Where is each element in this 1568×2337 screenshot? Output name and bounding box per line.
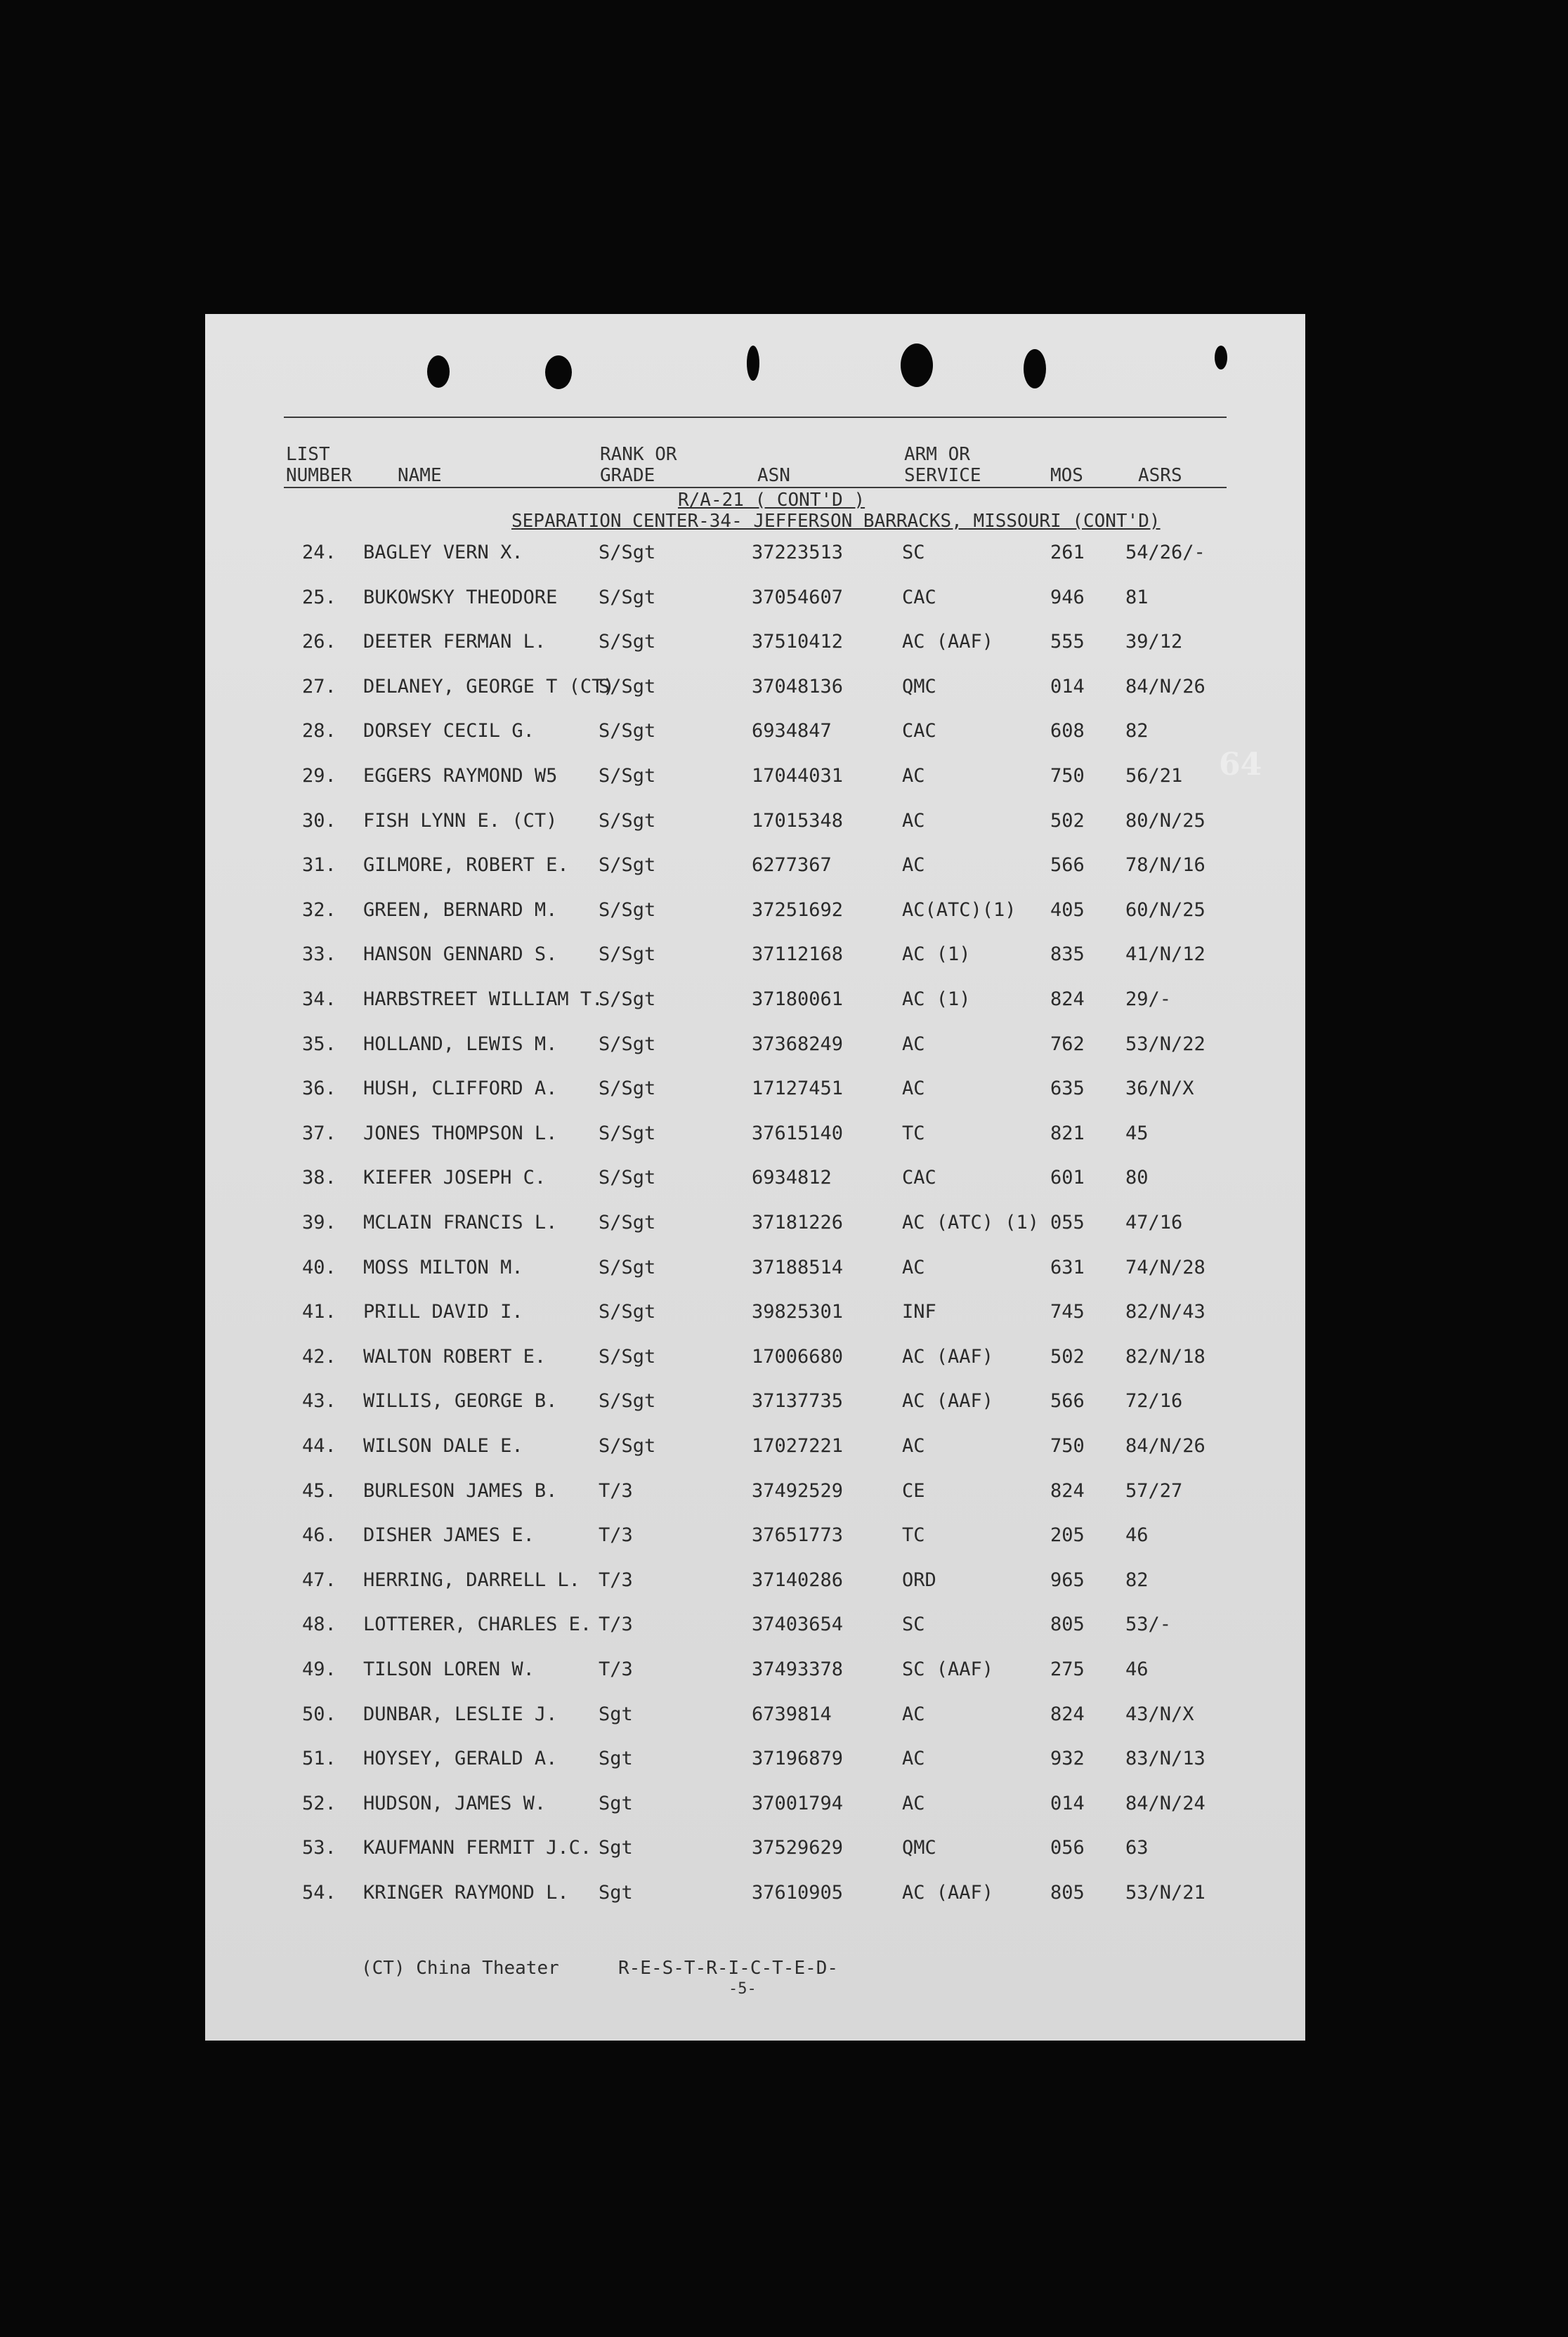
cell-asrs: 60/N/25 — [1125, 898, 1206, 921]
cell-asn: 37140286 — [752, 1569, 844, 1591]
cell-asn: 37181226 — [752, 1212, 844, 1233]
cell-num: 43. — [302, 1390, 337, 1413]
cell-asrs: 83/N/13 — [1125, 1748, 1206, 1770]
cell-arm: AC — [902, 1435, 925, 1457]
cell-name: HOLLAND, LEWIS M. — [363, 1033, 558, 1055]
table-row — [205, 584, 1305, 612]
table-row — [205, 539, 1305, 567]
table-row — [205, 1656, 1305, 1684]
cell-arm: CAC — [902, 586, 936, 608]
cell-asrs: 63 — [1125, 1837, 1149, 1859]
title-line-1: R/A-21 ( CONT'D ) — [678, 490, 865, 511]
cell-mos: 750 — [1050, 765, 1085, 787]
cell-mos: 805 — [1050, 1882, 1085, 1904]
table-row — [205, 1209, 1305, 1237]
cell-asn: 6739814 — [752, 1703, 832, 1725]
cell-mos: 205 — [1050, 1524, 1085, 1547]
cell-asrs: 84/N/26 — [1125, 1435, 1206, 1457]
cell-asrs: 41/N/12 — [1125, 943, 1206, 966]
cell-arm: SC (AAF) — [902, 1658, 994, 1680]
cell-asn: 37610905 — [752, 1882, 844, 1904]
cell-arm: AC — [902, 809, 925, 832]
table-row — [205, 1566, 1305, 1595]
cell-asn: 37054607 — [752, 586, 844, 608]
cell-num: 36. — [302, 1078, 337, 1100]
cell-mos: 631 — [1050, 1256, 1085, 1278]
cell-name: HARBSTREET WILLIAM T. — [363, 988, 603, 1010]
cell-num: 35. — [302, 1033, 337, 1055]
cell-num: 37. — [302, 1122, 337, 1144]
cell-num: 38. — [302, 1167, 337, 1189]
cell-name: HANSON GENNARD S. — [363, 943, 558, 966]
table-row — [205, 1745, 1305, 1773]
cell-rank: S/Sgt — [599, 1122, 656, 1144]
cell-mos: 055 — [1050, 1212, 1085, 1233]
cell-num: 32. — [302, 898, 337, 921]
cell-rank: Sgt — [599, 1792, 633, 1814]
cell-rank: S/Sgt — [599, 765, 656, 787]
cell-asrs: 74/N/28 — [1125, 1256, 1206, 1278]
footer-note: (CT) China Theater — [361, 1958, 559, 1979]
cell-asrs: 80/N/25 — [1125, 809, 1206, 832]
cell-name: MCLAIN FRANCIS L. — [363, 1212, 558, 1233]
cell-rank: S/Sgt — [599, 1078, 656, 1100]
cell-asrs: 53/N/22 — [1125, 1033, 1206, 1055]
cell-arm: AC — [902, 1256, 925, 1278]
cell-mos: 502 — [1050, 1345, 1085, 1368]
cell-asrs: 47/16 — [1125, 1212, 1183, 1233]
cell-asrs: 46 — [1125, 1524, 1149, 1547]
cell-asrs: 72/16 — [1125, 1390, 1183, 1413]
cell-asn: 37492529 — [752, 1479, 844, 1502]
cell-name: DORSEY CECIL G. — [363, 720, 535, 742]
cell-name: JONES THOMPSON L. — [363, 1122, 558, 1144]
cell-rank: S/Sgt — [599, 1301, 656, 1323]
punch-hole — [901, 343, 933, 387]
cell-asn: 37001794 — [752, 1792, 844, 1814]
cell-num: 52. — [302, 1792, 337, 1814]
page-number: 64 — [1219, 747, 1262, 783]
cell-asn: 37529629 — [752, 1837, 844, 1859]
cell-arm: AC (AAF) — [902, 1390, 994, 1413]
table-row — [205, 851, 1305, 879]
cell-rank: S/Sgt — [599, 720, 656, 742]
cell-num: 46. — [302, 1524, 337, 1547]
cell-arm: AC — [902, 765, 925, 787]
cell-name: KRINGER RAYMOND L. — [363, 1882, 569, 1904]
cell-arm: AC — [902, 1703, 925, 1725]
cell-num: 25. — [302, 586, 337, 608]
table-row — [205, 1790, 1305, 1818]
cell-rank: S/Sgt — [599, 943, 656, 966]
cell-mos: 014 — [1050, 1792, 1085, 1814]
table-row — [205, 1120, 1305, 1148]
cell-asrs: 54/26/- — [1125, 542, 1206, 563]
cell-asrs: 82 — [1125, 1569, 1149, 1591]
header-mos: MOS — [1050, 465, 1083, 486]
cell-rank: S/Sgt — [599, 1033, 656, 1055]
cell-name: KAUFMANN FERMIT J.C. — [363, 1837, 592, 1859]
cell-asrs: 53/- — [1125, 1613, 1172, 1636]
cell-mos: 805 — [1050, 1613, 1085, 1636]
table-row — [205, 1387, 1305, 1415]
cell-num: 49. — [302, 1658, 337, 1680]
cell-name: BUKOWSKY THEODORE — [363, 586, 558, 608]
table-row — [205, 1164, 1305, 1192]
cell-mos: 566 — [1050, 854, 1085, 877]
cell-rank: Sgt — [599, 1703, 633, 1725]
cell-num: 50. — [302, 1703, 337, 1725]
cell-rank: S/Sgt — [599, 898, 656, 921]
header-asrs: ASRS — [1138, 465, 1182, 486]
cell-mos: 745 — [1050, 1301, 1085, 1323]
cell-arm: AC — [902, 1033, 925, 1055]
cell-asrs: 53/N/21 — [1125, 1882, 1206, 1904]
cell-name: KIEFER JOSEPH C. — [363, 1167, 547, 1189]
cell-rank: T/3 — [599, 1613, 633, 1636]
document-page — [205, 314, 1305, 2041]
cell-name: FISH LYNN E. (CT) — [363, 809, 558, 832]
table-row — [205, 896, 1305, 924]
cell-asn: 37137735 — [752, 1390, 844, 1413]
cell-mos: 014 — [1050, 675, 1085, 698]
cell-name: WILLIS, GEORGE B. — [363, 1390, 558, 1413]
cell-mos: 405 — [1050, 898, 1085, 921]
cell-name: GREEN, BERNARD M. — [363, 898, 558, 921]
cell-rank: S/Sgt — [599, 1212, 656, 1233]
cell-rank: Sgt — [599, 1748, 633, 1770]
cell-num: 40. — [302, 1256, 337, 1278]
cell-asn: 39825301 — [752, 1301, 844, 1323]
footer-classification: R-E-S-T-R-I-C-T-E-D- — [618, 1958, 839, 1979]
cell-num: 28. — [302, 720, 337, 742]
cell-asn: 37615140 — [752, 1122, 844, 1144]
cell-rank: S/Sgt — [599, 675, 656, 698]
cell-arm: AC (AAF) — [902, 1345, 994, 1368]
cell-asrs: 81 — [1125, 586, 1149, 608]
cell-arm: AC (1) — [902, 988, 971, 1010]
table-row — [205, 986, 1305, 1014]
cell-arm: TC — [902, 1122, 925, 1144]
cell-name: WALTON ROBERT E. — [363, 1345, 547, 1368]
cell-rank: Sgt — [599, 1837, 633, 1859]
cell-rank: S/Sgt — [599, 809, 656, 832]
table-row — [205, 1521, 1305, 1550]
cell-rank: S/Sgt — [599, 854, 656, 877]
table-row — [205, 762, 1305, 790]
cell-asrs: 82 — [1125, 720, 1149, 742]
cell-name: TILSON LOREN W. — [363, 1658, 535, 1680]
table-row — [205, 1477, 1305, 1505]
cell-arm: AC (AAF) — [902, 1882, 994, 1904]
cell-asn: 37223513 — [752, 542, 844, 563]
cell-name: HUDSON, JAMES W. — [363, 1792, 547, 1814]
cell-asrs: 45 — [1125, 1122, 1149, 1144]
cell-arm: ORD — [902, 1569, 936, 1591]
header-rule — [284, 487, 1227, 488]
cell-num: 27. — [302, 675, 337, 698]
cell-mos: 635 — [1050, 1078, 1085, 1100]
cell-name: DELANEY, GEORGE T (CT) — [363, 675, 615, 698]
punch-hole — [747, 346, 759, 381]
cell-mos: 566 — [1050, 1390, 1085, 1413]
cell-asn: 6277367 — [752, 854, 832, 877]
cell-mos: 821 — [1050, 1122, 1085, 1144]
cell-arm: INF — [902, 1301, 936, 1323]
cell-arm: AC (AAF) — [902, 631, 994, 653]
cell-mos: 824 — [1050, 1479, 1085, 1502]
table-row — [205, 1701, 1305, 1729]
cell-asn: 37112168 — [752, 943, 844, 966]
cell-asn: 37048136 — [752, 675, 844, 698]
cell-name: DISHER JAMES E. — [363, 1524, 535, 1547]
punch-hole — [1215, 346, 1227, 369]
table-row — [205, 628, 1305, 656]
cell-num: 31. — [302, 854, 337, 877]
table-row — [205, 717, 1305, 745]
cell-asn: 37180061 — [752, 988, 844, 1010]
table-row — [205, 1432, 1305, 1460]
cell-mos: 965 — [1050, 1569, 1085, 1591]
table-row — [205, 1343, 1305, 1371]
cell-asrs: 78/N/16 — [1125, 854, 1206, 877]
cell-num: 47. — [302, 1569, 337, 1591]
cell-arm: SC — [902, 542, 925, 563]
header-list-number: LIST NUMBER — [286, 444, 352, 486]
title-line-2: SEPARATION CENTER-34- JEFFERSON BARRACKS, MISSOURI (CONT'D) — [511, 511, 1161, 532]
cell-name: WILSON DALE E. — [363, 1435, 523, 1457]
cell-arm: QMC — [902, 1837, 936, 1859]
cell-asn: 17027221 — [752, 1435, 844, 1457]
cell-asn: 37493378 — [752, 1658, 844, 1680]
cell-rank: S/Sgt — [599, 1256, 656, 1278]
cell-asn: 17044031 — [752, 765, 844, 787]
cell-rank: S/Sgt — [599, 1435, 656, 1457]
cell-num: 30. — [302, 809, 337, 832]
cell-asrs: 39/12 — [1125, 631, 1183, 653]
cell-mos: 275 — [1050, 1658, 1085, 1680]
cell-name: GILMORE, ROBERT E. — [363, 854, 569, 877]
cell-rank: S/Sgt — [599, 1167, 656, 1189]
table-row — [205, 1611, 1305, 1639]
punch-hole — [1024, 349, 1046, 388]
cell-arm: QMC — [902, 675, 936, 698]
cell-asrs: 29/- — [1125, 988, 1172, 1010]
header-arm: ARM OR SERVICE — [904, 444, 981, 486]
cell-mos: 824 — [1050, 988, 1085, 1010]
table-row — [205, 1834, 1305, 1862]
cell-name: BURLESON JAMES B. — [363, 1479, 558, 1502]
cell-asn: 6934812 — [752, 1167, 832, 1189]
cell-num: 48. — [302, 1613, 337, 1636]
header-rank: RANK OR GRADE — [600, 444, 677, 486]
table-row — [205, 673, 1305, 701]
cell-name: LOTTERER, CHARLES E. — [363, 1613, 592, 1636]
cell-asn: 37510412 — [752, 631, 844, 653]
cell-asn: 37651773 — [752, 1524, 844, 1547]
footer-sub: -5- — [729, 1980, 757, 1998]
cell-asrs: 84/N/26 — [1125, 675, 1206, 698]
cell-arm: AC (1) — [902, 943, 971, 966]
cell-asn: 37368249 — [752, 1033, 844, 1055]
cell-asn: 17006680 — [752, 1345, 844, 1368]
cell-rank: S/Sgt — [599, 542, 656, 563]
header-name: NAME — [398, 465, 442, 486]
cell-asrs: 84/N/24 — [1125, 1792, 1206, 1814]
cell-num: 24. — [302, 542, 337, 563]
cell-name: PRILL DAVID I. — [363, 1301, 523, 1323]
cell-rank: T/3 — [599, 1569, 633, 1591]
cell-rank: S/Sgt — [599, 1390, 656, 1413]
top-rule — [284, 417, 1227, 418]
cell-asrs: 80 — [1125, 1167, 1149, 1189]
cell-arm: AC — [902, 1792, 925, 1814]
table-row — [205, 1030, 1305, 1059]
table-row — [205, 807, 1305, 835]
punch-hole — [427, 355, 450, 388]
cell-asrs: 36/N/X — [1125, 1078, 1194, 1100]
cell-arm: AC — [902, 854, 925, 877]
cell-mos: 261 — [1050, 542, 1085, 563]
cell-asn: 17015348 — [752, 809, 844, 832]
cell-num: 34. — [302, 988, 337, 1010]
cell-asrs: 82/N/18 — [1125, 1345, 1206, 1368]
cell-num: 44. — [302, 1435, 337, 1457]
cell-rank: Sgt — [599, 1882, 633, 1904]
cell-mos: 946 — [1050, 586, 1085, 608]
cell-num: 26. — [302, 631, 337, 653]
cell-mos: 601 — [1050, 1167, 1085, 1189]
cell-arm: AC (ATC) (1) — [902, 1212, 1040, 1233]
cell-name: HUSH, CLIFFORD A. — [363, 1078, 558, 1100]
cell-mos: 056 — [1050, 1837, 1085, 1859]
cell-mos: 824 — [1050, 1703, 1085, 1725]
cell-asn: 37251692 — [752, 898, 844, 921]
cell-rank: T/3 — [599, 1524, 633, 1547]
cell-mos: 555 — [1050, 631, 1085, 653]
cell-name: DEETER FERMAN L. — [363, 631, 547, 653]
cell-num: 33. — [302, 943, 337, 966]
cell-name: EGGERS RAYMOND W5 — [363, 765, 558, 787]
cell-arm: TC — [902, 1524, 925, 1547]
cell-num: 42. — [302, 1345, 337, 1368]
table-row — [205, 1075, 1305, 1103]
cell-name: DUNBAR, LESLIE J. — [363, 1703, 558, 1725]
cell-rank: T/3 — [599, 1658, 633, 1680]
cell-name: MOSS MILTON M. — [363, 1256, 523, 1278]
cell-asn: 37403654 — [752, 1613, 844, 1636]
cell-num: 45. — [302, 1479, 337, 1502]
cell-mos: 502 — [1050, 809, 1085, 832]
cell-num: 51. — [302, 1748, 337, 1770]
cell-asn: 37196879 — [752, 1748, 844, 1770]
cell-name: BAGLEY VERN X. — [363, 542, 523, 563]
cell-arm: AC — [902, 1078, 925, 1100]
cell-arm: AC — [902, 1748, 925, 1770]
cell-asrs: 46 — [1125, 1658, 1149, 1680]
cell-arm: AC(ATC)(1) — [902, 898, 1017, 921]
cell-asrs: 43/N/X — [1125, 1703, 1194, 1725]
cell-asn: 37188514 — [752, 1256, 844, 1278]
cell-asrs: 82/N/43 — [1125, 1301, 1206, 1323]
cell-name: HOYSEY, GERALD A. — [363, 1748, 558, 1770]
cell-asn: 6934847 — [752, 720, 832, 742]
cell-rank: S/Sgt — [599, 1345, 656, 1368]
cell-mos: 750 — [1050, 1435, 1085, 1457]
cell-name: HERRING, DARRELL L. — [363, 1569, 580, 1591]
cell-mos: 608 — [1050, 720, 1085, 742]
cell-num: 41. — [302, 1301, 337, 1323]
cell-num: 39. — [302, 1212, 337, 1233]
cell-arm: CAC — [902, 1167, 936, 1189]
cell-rank: S/Sgt — [599, 586, 656, 608]
cell-rank: S/Sgt — [599, 988, 656, 1010]
punch-hole — [545, 355, 572, 389]
table-row — [205, 1879, 1305, 1907]
cell-mos: 932 — [1050, 1748, 1085, 1770]
cell-rank: T/3 — [599, 1479, 633, 1502]
cell-rank: S/Sgt — [599, 631, 656, 653]
cell-asrs: 57/27 — [1125, 1479, 1183, 1502]
cell-arm: CE — [902, 1479, 925, 1502]
cell-mos: 835 — [1050, 943, 1085, 966]
cell-asn: 17127451 — [752, 1078, 844, 1100]
cell-arm: SC — [902, 1613, 925, 1636]
cell-mos: 762 — [1050, 1033, 1085, 1055]
cell-arm: CAC — [902, 720, 936, 742]
cell-num: 53. — [302, 1837, 337, 1859]
cell-asrs: 56/21 — [1125, 765, 1183, 787]
table-row — [205, 1298, 1305, 1326]
header-asn: ASN — [757, 465, 790, 486]
cell-num: 29. — [302, 765, 337, 787]
table-row — [205, 941, 1305, 969]
table-row — [205, 1254, 1305, 1282]
cell-num: 54. — [302, 1882, 337, 1904]
